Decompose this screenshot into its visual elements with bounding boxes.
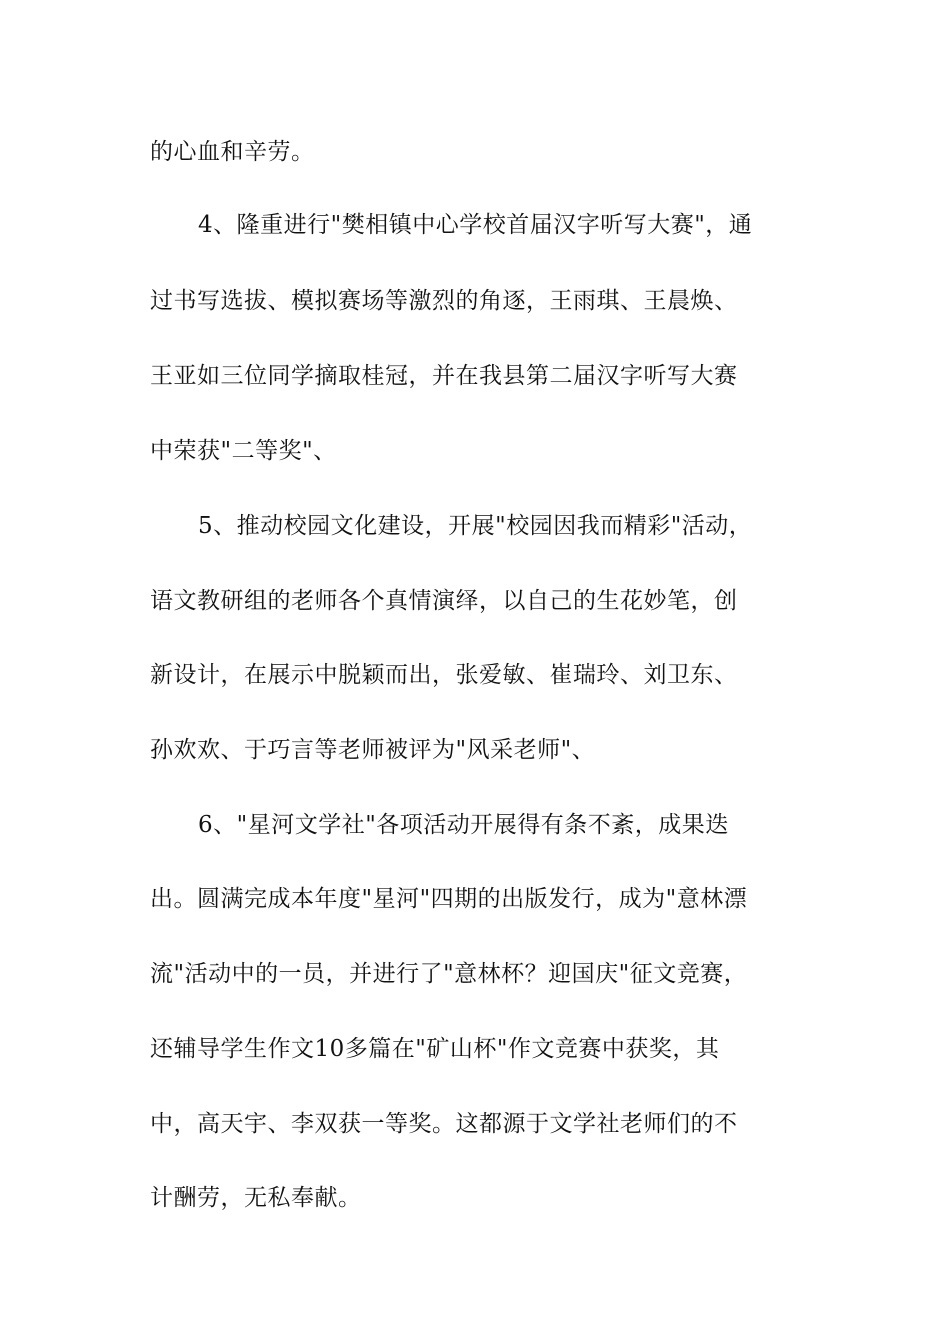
- text-line: 新设计，在展示中脱颖而出，张爱敏、崔瑞玲、刘卫东、: [150, 662, 738, 688]
- text-line: 王亚如三位同学摘取桂冠，并在我县第二届汉字听写大赛: [150, 363, 738, 389]
- text-line: 计酬劳，无私奉献。: [150, 1185, 362, 1211]
- text-line: 中，高天宇、李双获一等奖。这都源于文学社老师们的不: [150, 1111, 738, 1137]
- text-line: 孙欢欢、于巧言等老师被评为"风采老师"、: [150, 737, 596, 763]
- text-line: 的心血和辛劳。: [150, 139, 315, 165]
- text-line: 语文教研组的老师各个真情演绎，以自己的生花妙笔，创: [150, 588, 738, 614]
- text-line: 流"活动中的一员，并进行了"意林杯？迎国庆"征文竞赛，: [150, 961, 748, 987]
- text-line: 4、隆重进行"樊相镇中心学校首届汉字听写大赛"，通: [198, 212, 753, 238]
- text-line: 5、推动校园文化建设，开展"校园因我而精彩"活动，: [198, 513, 753, 539]
- text-line: 出。圆满完成本年度"星河"四期的出版发行，成为"意林漂: [150, 886, 748, 912]
- text-line: 中荣获"二等奖"、: [150, 438, 337, 464]
- text-line: 过书写选拔、模拟赛场等激烈的角逐，王雨琪、王晨焕、: [150, 288, 738, 314]
- text-line: 还辅导学生作文10多篇在"矿山杯"作文竞赛中获奖，其: [150, 1036, 720, 1062]
- text-line: 6、"星河文学社"各项活动开展得有条不紊，成果迭: [198, 812, 729, 838]
